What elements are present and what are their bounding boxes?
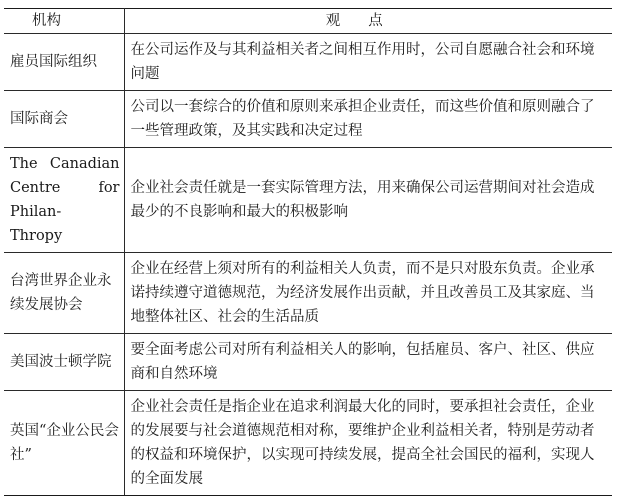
organization-name: 美国波士顿学院: [10, 354, 112, 370]
organization-cell: [4, 334, 124, 391]
table-row: [4, 253, 612, 334]
viewpoint-cell: 要全面考虑公司对所有利益相关人的影响，包括雇员、客户、社区、供应商和自然环境: [124, 334, 612, 391]
organization-name-line: Thropy: [10, 228, 63, 244]
header-viewpoint: 观点: [124, 9, 612, 34]
table-header-row: [4, 9, 612, 34]
organization-cell: [4, 148, 124, 253]
table-row: [4, 34, 612, 91]
table-row: [4, 148, 612, 253]
table-row: [4, 334, 612, 391]
table-row: [4, 91, 612, 148]
viewpoint-cell: 企业社会责任是指企业在追求利润最大化的同时，要承担社会责任，企业的发展要与社会道德规范相对称，要维护企业利益相关者，特别是劳动者的权益和环境保护，以实现可持续发展，提高全社会国民的福利，实现人的全面发展: [124, 391, 612, 496]
organization-name-line: Centre for Philan-: [10, 180, 120, 220]
organization-name: 英国“企业公民会社”: [10, 423, 119, 463]
organization-name: 雇员国际组织: [10, 54, 97, 70]
organization-name: 国际商会: [10, 111, 68, 127]
table-row: [4, 391, 612, 496]
viewpoint-cell: 公司以一套综合的价值和原则来承担企业责任，而这些价值和原则融合了一些管理政策，及其实践和决定过程: [124, 91, 612, 148]
viewpoint-cell: 企业在经营上须对所有的利益相关人负责，而不是只对股东负责。企业承诺持续遵守道德规范，为经济发展作出贡献，并且改善员工及其家庭、当地整体社区、社会的生活品质: [124, 253, 612, 334]
organization-cell: [4, 253, 124, 334]
organization-name: 台湾世界企业永续发展协会: [10, 273, 112, 313]
organization-cell: [4, 391, 124, 496]
header-organization: 机构: [4, 9, 124, 34]
csr-definitions-table: [4, 8, 612, 496]
viewpoint-cell: 在公司运作及与其利益相关者之间相互作用时，公司自愿融合社会和环境问题: [124, 34, 612, 91]
viewpoint-cell: 企业社会责任就是一套实际管理方法，用来确保公司运营期间对社会造成最少的不良影响和最大的积极影响: [124, 148, 612, 253]
organization-cell: [4, 34, 124, 91]
organization-name-line: The Canadian: [10, 156, 120, 172]
organization-cell: [4, 91, 124, 148]
